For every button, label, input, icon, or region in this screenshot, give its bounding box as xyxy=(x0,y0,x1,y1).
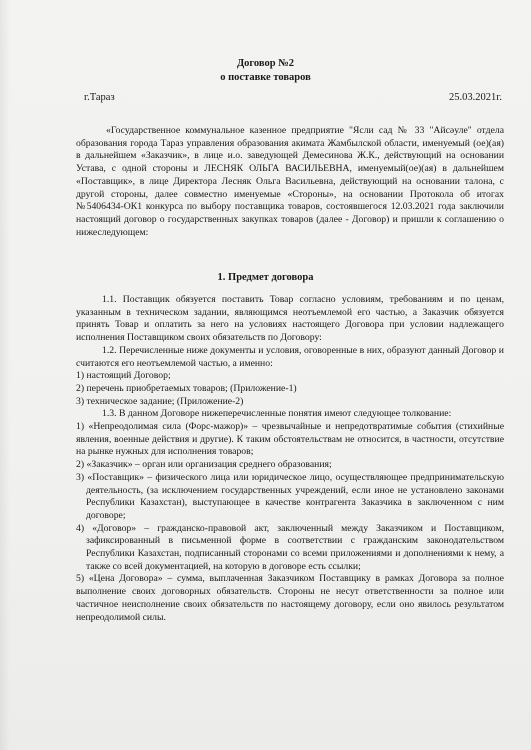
doc-list-item: 3) техническое задание; (Приложение-2) xyxy=(76,395,244,407)
section-body xyxy=(76,294,504,624)
clause-1-2: 1.2. Перечисленные ниже документы и условия, оговоренные в них, образуют данный Договор и считаются его неотъемлемой частью, а именно: xyxy=(76,344,504,369)
contract-title xyxy=(0,57,531,85)
term-item: 4) «Договор» – гражданско-правовой акт, заключенный между Заказчиком и Поставщиком, зафиксированный в письменной форме в соответствии с гражданским законодательством Республики Казахстан, подписанный сторонами со всеми приложениями и дополнениями к нему, а также со всей документацией, на которую в договоре есть ссылки; xyxy=(76,522,504,572)
section-heading: 1. Предмет договора xyxy=(217,272,314,283)
clause-1-1: 1.1. Поставщик обязуется поставить Товар согласно условиям, требованиям и по ценам, указанным в техническом задании, являющимся неотъемлемой его частью, а Заказчик обязуется принять Товар и оплатить за него на условиях настоящего Договора при условии надлежащего исполнения Поставщиком своих обязательств по Договору: xyxy=(76,294,504,344)
doc-list-item: 1) настоящий Договор; xyxy=(76,370,171,382)
contract-city: г.Тараз xyxy=(84,92,115,103)
contract-subject: о поставке товаров xyxy=(220,72,311,83)
contract-number: Договор №2 xyxy=(236,58,295,69)
contract-date: 25.03.2021г. xyxy=(449,92,502,103)
scan-shadow xyxy=(0,0,10,750)
clause-1-3: 1.3. В данном Договоре нижеперечисленные понятия имеют следующее толкование: xyxy=(102,408,452,420)
term-item: 3) «Поставщик» – физического лица или юридическое лицо, осуществляющее предпринимательскую деятельность, (за исключением государственных учреждений, если иное не установлено законами Республики Казахстан), выступающее в качестве контрагента Заказчика в заключенном с ним договоре; xyxy=(76,471,504,521)
doc-list-item: 2) перечень приобретаемых товаров; (Приложение-1) xyxy=(76,382,297,394)
term-item: 1) «Непреодолимая сила (Форс-мажор)» – чрезвычайные и непредотвратимые события (стихийные явления, военные действия и другие). К таким обстоятельствам не относится, в частности, отсутствие на рынке нужных для исполнения товаров; xyxy=(76,421,504,458)
term-item: 2) «Заказчик» – орган или организация среднего образования; xyxy=(76,459,332,471)
preamble xyxy=(76,125,504,239)
term-item: 5) «Цена Договора» – сумма, выплаченная Заказчиком Поставщику в рамках Договора за полное выполнение своих договорных обязательств. Стороны не несут ответственности за полное или частичное неисполнение своих обязательств по настоящему договору, если оно явилось результатом непреодолимой силы. xyxy=(76,573,504,623)
preamble-text: «Государственное коммунальное казенное предприятие "Ясли сад № 33 "Айсəуле" отдела образования города Тараз управления образования акимата Жамбылской области, именуемый (ое)(ая) в дальнейшем «Заказчик», в лице и.о. заведующей Демесинова Ж.К., действующий на основании Устава, с одной стороны и ЛЕСНЯК ОЛЬГА ВАСИЛЬЕВНА, именуемый(ое)(ая) в дальнейшем «Поставщик», в лице Директора Лесняк Ольга Васильевна, действующий на основании талона, с другой стороны, далее совместно именуемые «Стороны», на основании Протокола об итогах №5406434-ОК1 конкурса по выбору поставщика товаров, состоявшегося 12.03.2021 года заключили настоящий договор о государственных закупках товаров (далее - Договор) и пришли к соглашению о нижеследующем: xyxy=(76,125,504,238)
